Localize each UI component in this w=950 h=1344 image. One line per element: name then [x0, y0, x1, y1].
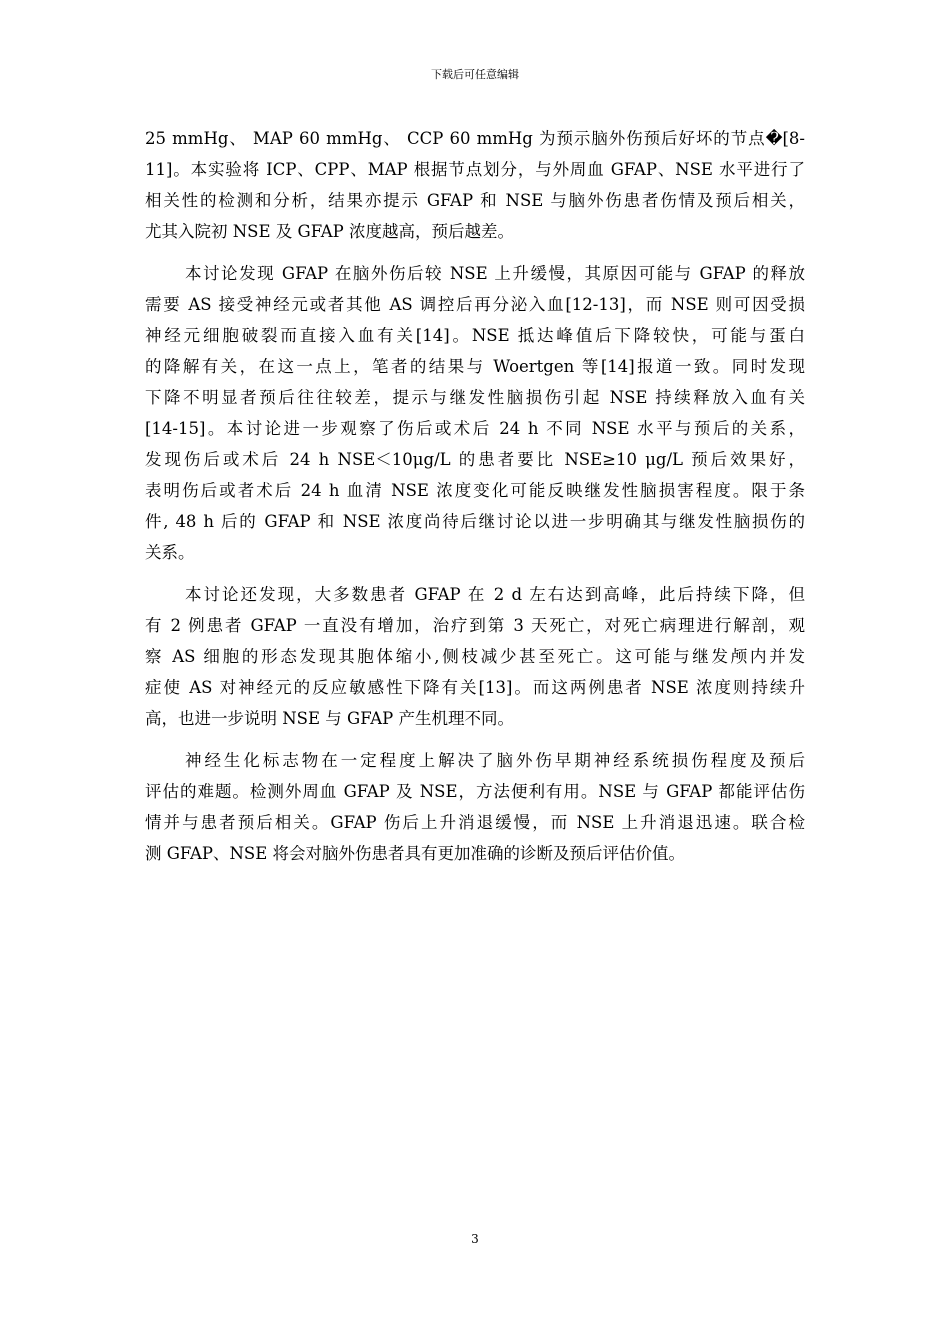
text-line: 神经元细胞破裂而直接入血有关[14]。NSE 抵达峰值后下降较快，可能与蛋白	[145, 326, 805, 345]
text-line: 需要 AS 接受神经元或者其他 AS 调控后再分泌入血[12-13]，而 NSE 则可因受损	[145, 295, 805, 314]
text-line: 发现伤后或术后 24 h NSE＜10μg/L 的患者要比 NSE≥10 μg/L 预后效果好，	[145, 450, 805, 469]
text-line: 本讨论发现 GFAP 在脑外伤后较 NSE 上升缓慢，其原因可能与 GFAP 的释放	[185, 264, 805, 283]
text-line: 11]。本实验将 ICP、CPP、MAP 根据节点划分，与外周血 GFAP、NSE 水平进行了	[145, 160, 805, 179]
text-line: 表明伤后或者术后 24 h 血清 NSE 浓度变化可能反映继发性脑损害程度。限于条	[145, 481, 805, 500]
page-header: 下载后可任意编辑	[431, 68, 519, 81]
page-number: 3	[471, 1232, 479, 1246]
paragraph	[145, 579, 805, 734]
paragraph	[145, 123, 805, 247]
text-line: 评估的难题。检测外周血 GFAP 及 NSE，方法便利有用。NSE 与 GFAP 都能评估伤	[145, 782, 805, 801]
text-line: 情并与患者预后相关。GFAP 伤后上升消退缓慢，而 NSE 上升消退迅速。联合检	[145, 813, 805, 832]
text-line: 的降解有关，在这一点上，笔者的结果与 Woertgen 等[14]报道一致。同时发现	[145, 357, 805, 376]
text-line: 关系。	[145, 543, 195, 562]
text-line: 件, 48 h 后的 GFAP 和 NSE 浓度尚待后继讨论以进一步明确其与继发性脑损伤的	[145, 512, 805, 531]
text-line: 测 GFAP、NSE 将会对脑外伤患者具有更加准确的诊断及预后评估价值。	[145, 844, 685, 863]
text-line: 有 2 例患者 GFAP 一直没有增加，治疗到第 3 天死亡，对死亡病理进行解剖，观	[145, 616, 805, 635]
body-text	[145, 123, 805, 869]
text-line: 相关性的检测和分析，结果亦提示 GFAP 和 NSE 与脑外伤患者伤情及预后相关，	[145, 191, 805, 210]
text-line: 尤其入院初 NSE 及 GFAP 浓度越高，预后越差。	[145, 222, 514, 241]
text-line: 高，也进一步说明 NSE 与 GFAP 产生机理不同。	[145, 709, 514, 728]
text-line: 下降不明显者预后往往较差，提示与继发性脑损伤引起 NSE 持续释放入血有关	[145, 388, 805, 407]
text-line: 症使 AS 对神经元的反应敏感性下降有关[13]。而这两例患者 NSE 浓度则持续升	[145, 678, 805, 697]
text-line: [14-15]。本讨论进一步观察了伤后或术后 24 h 不同 NSE 水平与预后的关系，	[145, 419, 805, 438]
text-line: 25 mmHg、 MAP 60 mmHg、 CCP 60 mmHg 为预示脑外伤预后好坏的节点�[8-	[145, 129, 805, 148]
text-line: 神经生化标志物在一定程度上解决了脑外伤早期神经系统损伤程度及预后	[185, 751, 805, 770]
text-line: 本讨论还发现，大多数患者 GFAP 在 2 d 左右达到高峰，此后持续下降，但	[185, 585, 805, 604]
paragraph	[145, 258, 805, 568]
paragraph	[145, 745, 805, 869]
text-line: 察 AS 细胞的形态发现其胞体缩小,侧枝减少甚至死亡。这可能与继发颅内并发	[145, 647, 805, 666]
